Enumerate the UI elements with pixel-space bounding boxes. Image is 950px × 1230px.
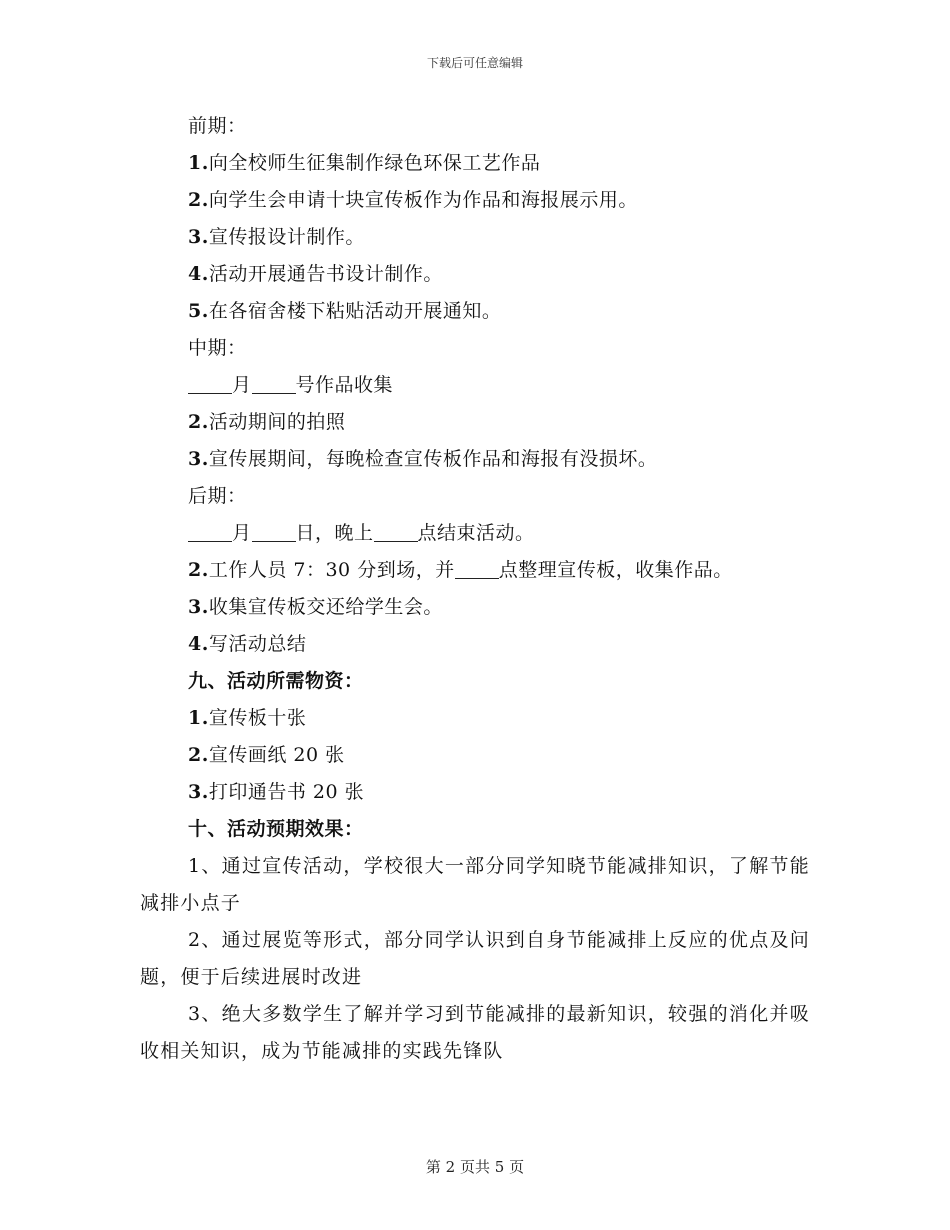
middle-phase-title: 中期：: [188, 337, 247, 359]
fill-blank: [252, 523, 296, 542]
section-9-heading: 九、活动所需物资：: [188, 670, 364, 692]
item-number: 1.: [188, 707, 209, 729]
item-text: 月: [232, 522, 252, 544]
item-text: 宣传报设计制作。: [208, 226, 365, 248]
item-text: 宣传画纸 20 张: [208, 744, 345, 766]
materials-item-3: [140, 774, 810, 811]
early-item-3: [140, 219, 810, 256]
effect-paragraph-3: 3、绝大多数学生了解并学习到节能减排的最新知识，较强的消化并吸收相关知识，成为节能减排的实践先锋队: [140, 1003, 810, 1062]
item-number: 1.: [188, 152, 209, 174]
item-number: 4.: [188, 263, 209, 285]
item-text: 号作品收集: [295, 374, 394, 396]
materials-item-1: [140, 700, 810, 737]
page-header: 下载后可任意编辑: [426, 56, 523, 70]
item-text: 收集宣传板交还给学生会。: [208, 596, 443, 618]
item-number: 5.: [188, 300, 209, 322]
item-text: 向全校师生征集制作绿色环保工艺作品: [208, 152, 541, 174]
document-body: [140, 108, 810, 1070]
middle-item-1: [140, 367, 810, 404]
item-number: 3.: [188, 448, 209, 470]
early-item-2: [140, 182, 810, 219]
effect-paragraph-2: 2、通过展览等形式，部分同学认识到自身节能减排上反应的优点及问题，便于后续进展时改进: [140, 929, 810, 988]
item-text: 工作人员 7：30 分到场，并: [208, 559, 455, 581]
middle-item-2: [140, 404, 810, 441]
item-text: 打印通告书 20 张: [208, 781, 365, 803]
page-footer: 第 2 页共 5 页: [425, 1158, 525, 1176]
late-item-1: [140, 515, 810, 552]
early-item-4: [140, 256, 810, 293]
item-number: 2.: [188, 411, 209, 433]
item-text: 点整理宣传板，收集作品。: [498, 559, 733, 581]
late-item-3: [140, 589, 810, 626]
item-number: 2.: [188, 559, 209, 581]
item-text: 活动期间的拍照: [208, 411, 346, 433]
item-text: 写活动总结: [208, 633, 307, 655]
materials-item-2: [140, 737, 810, 774]
item-number: 2.: [188, 189, 209, 211]
item-number: 4.: [188, 633, 209, 655]
early-item-5: [140, 293, 810, 330]
item-text: 活动开展通告书设计制作。: [208, 263, 443, 285]
section-10-heading: 十、活动预期效果：: [188, 818, 364, 840]
item-text: 日，晚上: [295, 522, 374, 544]
fill-blank: [252, 375, 296, 394]
item-text: 点结束活动。: [417, 522, 535, 544]
item-number: 3.: [188, 226, 209, 248]
item-text: 向学生会申请十块宣传板作为作品和海报展示用。: [208, 189, 638, 211]
effect-paragraph-1: 1、通过宣传活动，学校很大一部分同学知晓节能减排知识，了解节能减排小点子: [140, 855, 810, 914]
item-text: 宣传板十张: [208, 707, 307, 729]
early-item-1: [140, 145, 810, 182]
early-phase-title: 前期：: [188, 115, 247, 137]
fill-blank: [188, 523, 232, 542]
item-number: 3.: [188, 781, 209, 803]
late-phase-title: 后期：: [188, 485, 247, 507]
late-item-4: [140, 626, 810, 663]
fill-blank: [188, 375, 232, 394]
item-number: 2.: [188, 744, 209, 766]
middle-item-3: [140, 441, 810, 478]
fill-blank: [374, 523, 418, 542]
item-text: 月: [232, 374, 252, 396]
item-text: 宣传展期间，每晚检查宣传板作品和海报有没损坏。: [208, 448, 658, 470]
fill-blank: [455, 560, 499, 579]
item-number: 3.: [188, 596, 209, 618]
late-item-2: [140, 552, 810, 589]
item-text: 在各宿舍楼下粘贴活动开展通知。: [208, 300, 502, 322]
